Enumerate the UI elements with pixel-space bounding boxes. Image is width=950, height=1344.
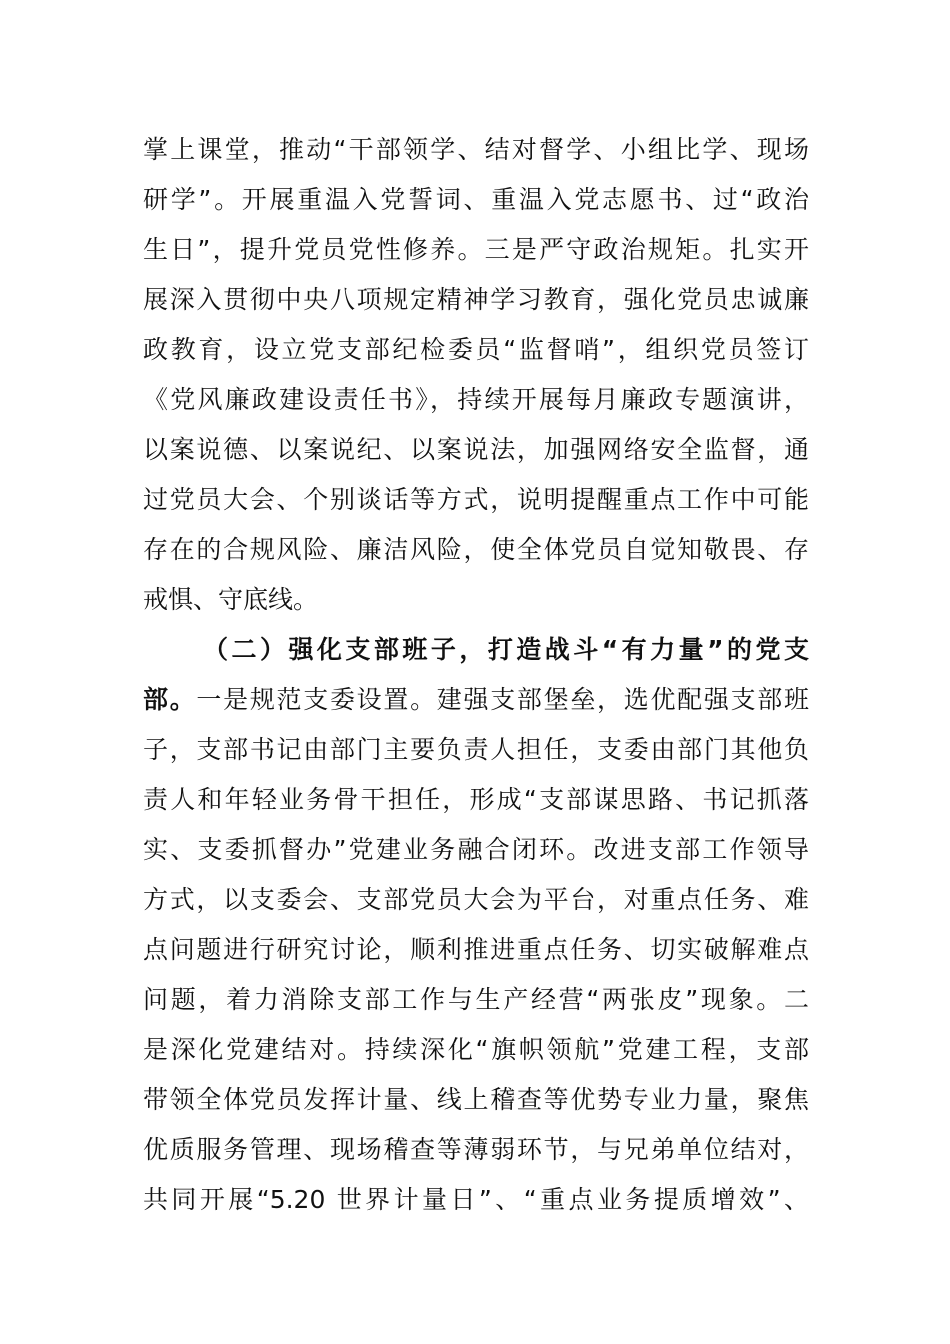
section-heading: （二）强化支部班子，打造战斗“有力量”的党支 [203,635,809,664]
text-line [143,675,809,725]
text-line: 研学”。开展重温入党誓词、重温入党志愿书、过“政治 [143,185,809,214]
text-line: 点问题进行研究讨论，顺利推进重点任务、切实破解难点 [143,935,809,964]
text-run: 一是规范支委设置。建强支部堡垒，选优配强支部班 [196,685,809,714]
text-line: 掌上课堂，推动“干部领学、结对督学、小组比学、现场 [143,135,809,164]
text-line: 实、支委抓督办”党建业务融合闭环。改进支部工作领导 [143,835,809,864]
text-line: 共同开展“5.20 世界计量日”、“重点业务提质增效”、 [143,1185,809,1214]
text-line: 优质服务管理、现场稽查等薄弱环节，与兄弟单位结对， [143,1135,809,1164]
text-line: 方式，以支委会、支部党员大会为平台，对重点任务、难 [143,885,809,914]
document-body [143,125,809,1225]
text-line: 戒惧、守底线。 [143,585,319,614]
text-line: 《党风廉政建设责任书》，持续开展每月廉政专题演讲， [143,385,809,414]
text-line: 过党员大会、个别谈话等方式，说明提醒重点工作中可能 [143,485,809,514]
text-line: 子，支部书记由部门主要负责人担任，支委由部门其他负 [143,735,809,764]
text-line: 问题，着力消除支部工作与生产经营“两张皮”现象。二 [143,985,809,1014]
text-line: 责人和年轻业务骨干担任，形成“支部谋思路、书记抓落 [143,785,809,814]
text-line: 展深入贯彻中央八项规定精神学习教育，强化党员忠诚廉 [143,285,809,314]
text-line: 存在的合规风险、廉洁风险，使全体党员自觉知敬畏、存 [143,535,809,564]
text-line: 是深化党建结对。持续深化“旗帜领航”党建工程，支部 [143,1035,809,1064]
text-line: 带领全体党员发挥计量、线上稽查等优势专业力量，聚焦 [143,1085,809,1114]
text-line: 政教育，设立党支部纪检委员“监督哨”，组织党员签订 [143,335,809,364]
section-heading-tail: 部。 [143,685,197,714]
text-line: 以案说德、以案说纪、以案说法，加强网络安全监督，通 [143,435,809,464]
text-line: 生日”，提升党员党性修养。三是严守政治规矩。扎实开 [143,235,809,264]
